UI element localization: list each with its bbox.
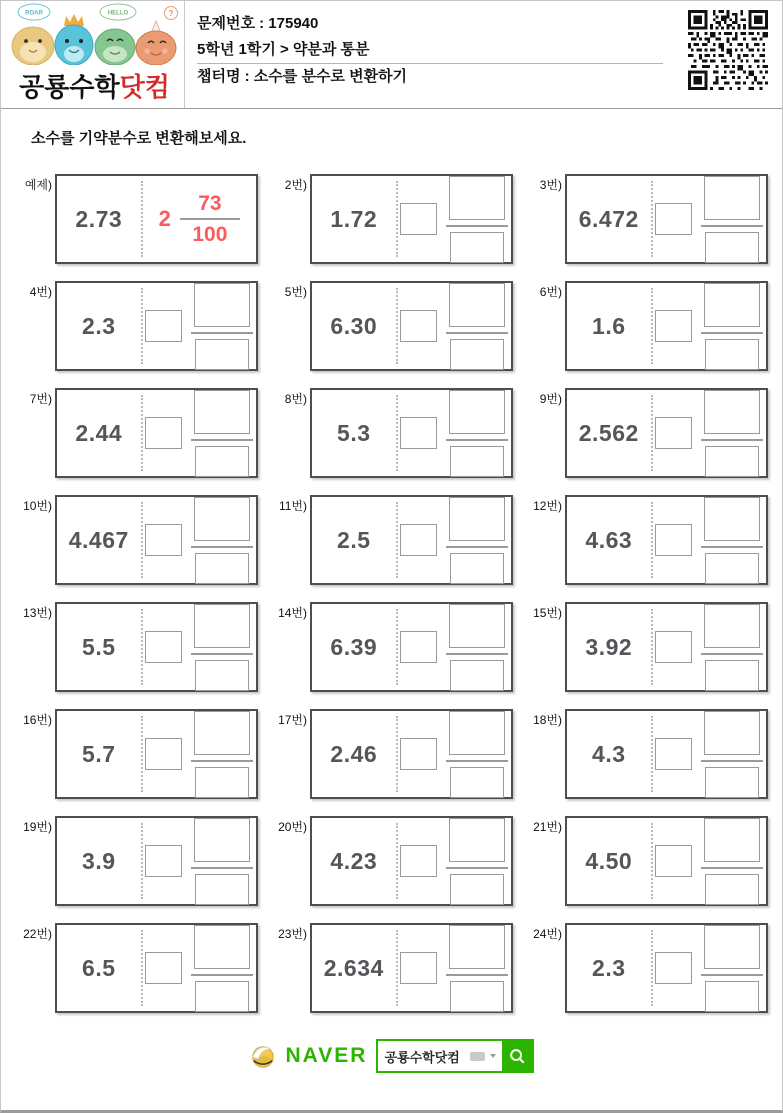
problem-cell bbox=[270, 709, 513, 799]
problem-cell bbox=[525, 281, 768, 371]
problem-box bbox=[310, 602, 513, 692]
whole-number-input[interactable] bbox=[400, 310, 437, 342]
denominator-input[interactable] bbox=[705, 339, 759, 370]
problem-label: 8번) bbox=[284, 392, 307, 406]
denominator-input[interactable] bbox=[195, 339, 249, 370]
problem-cell bbox=[15, 495, 258, 585]
problem-cell bbox=[15, 709, 258, 799]
problem-number: 문제번호 : 175940 bbox=[197, 15, 319, 32]
whole-number-input[interactable] bbox=[655, 952, 692, 984]
problem-cell bbox=[270, 281, 513, 371]
problem-cell bbox=[270, 816, 513, 906]
numerator-input[interactable] bbox=[194, 711, 250, 755]
problem-label: 4번) bbox=[29, 285, 52, 299]
fraction-inputs bbox=[446, 711, 508, 798]
fraction-inputs bbox=[191, 711, 253, 798]
problem-decimal: 2.3 bbox=[82, 312, 116, 339]
problem-box bbox=[55, 816, 258, 906]
problem-cell bbox=[270, 923, 513, 1013]
problem-label: 19번) bbox=[23, 820, 52, 834]
problem-box bbox=[55, 281, 258, 371]
fraction-inputs bbox=[446, 283, 508, 370]
problem-cell bbox=[525, 602, 768, 692]
header bbox=[1, 1, 782, 109]
problem-decimal: 5.3 bbox=[337, 419, 371, 446]
problem-decimal: 2.562 bbox=[578, 419, 639, 446]
problem-cell bbox=[15, 388, 258, 478]
problem-cell bbox=[270, 388, 513, 478]
denominator-input[interactable] bbox=[450, 446, 504, 477]
fraction-inputs bbox=[701, 818, 763, 905]
whole-number-input[interactable] bbox=[655, 631, 692, 663]
fraction-bar bbox=[701, 225, 763, 227]
problem-label: 10번) bbox=[23, 499, 52, 513]
problem-label: 15번) bbox=[533, 606, 562, 620]
problem-decimal: 2.73 bbox=[75, 205, 123, 232]
problem-label: 14번) bbox=[278, 606, 307, 620]
problem-cell bbox=[525, 495, 768, 585]
example-denominator: 100 bbox=[192, 223, 228, 246]
fraction-inputs bbox=[701, 390, 763, 477]
problem-label: 18번) bbox=[533, 713, 562, 727]
problem-decimal: 2.5 bbox=[337, 526, 371, 553]
numerator-input[interactable] bbox=[704, 711, 760, 755]
problem-box bbox=[565, 495, 768, 585]
fraction-bar bbox=[191, 332, 253, 334]
numerator-input[interactable] bbox=[704, 390, 760, 434]
problem-box bbox=[310, 816, 513, 906]
numerator-input[interactable] bbox=[449, 176, 505, 220]
worksheet-info bbox=[197, 11, 663, 90]
fraction-bar bbox=[446, 439, 508, 441]
naver-hat-icon bbox=[249, 1042, 277, 1070]
fraction-bar bbox=[446, 974, 508, 976]
problem-cell bbox=[525, 388, 768, 478]
search-icon bbox=[508, 1047, 526, 1065]
problem-cell bbox=[15, 816, 258, 906]
problem-decimal: 5.5 bbox=[82, 633, 116, 660]
numerator-input[interactable] bbox=[449, 390, 505, 434]
problem-box bbox=[310, 495, 513, 585]
search-button[interactable] bbox=[502, 1041, 532, 1071]
numerator-input[interactable] bbox=[704, 604, 760, 648]
naver-wordmark: NAVER bbox=[285, 1044, 368, 1067]
problem-cell bbox=[270, 602, 513, 692]
problem-cell bbox=[525, 709, 768, 799]
whole-number-input[interactable] bbox=[655, 524, 692, 556]
fraction-bar bbox=[191, 653, 253, 655]
fraction-inputs bbox=[446, 604, 508, 691]
whole-number-input[interactable] bbox=[400, 524, 437, 556]
numerator-input[interactable] bbox=[194, 818, 250, 862]
fraction-inputs bbox=[701, 283, 763, 370]
qr-code bbox=[688, 10, 768, 90]
denominator-input[interactable] bbox=[450, 874, 504, 905]
search-input[interactable] bbox=[378, 1041, 502, 1071]
whole-number-input[interactable] bbox=[400, 845, 437, 877]
numerator-input[interactable] bbox=[194, 390, 250, 434]
denominator-input[interactable] bbox=[705, 767, 759, 798]
fraction-bar bbox=[701, 974, 763, 976]
problem-label: 7번) bbox=[29, 392, 52, 406]
problem-box bbox=[55, 388, 258, 478]
problem-box bbox=[55, 923, 258, 1013]
numerator-input[interactable] bbox=[194, 283, 250, 327]
whole-number-input[interactable] bbox=[400, 738, 437, 770]
denominator-input[interactable] bbox=[705, 446, 759, 477]
whole-number-input[interactable] bbox=[400, 203, 437, 235]
fraction-inputs bbox=[191, 497, 253, 584]
problem-cell bbox=[525, 816, 768, 906]
whole-number-input[interactable] bbox=[145, 952, 182, 984]
problem-decimal: 2.44 bbox=[75, 419, 123, 446]
problem-decimal: 2.634 bbox=[323, 954, 384, 981]
fraction-bar bbox=[446, 546, 508, 548]
example-numerator: 73 bbox=[198, 192, 222, 215]
dinosaur-mascots-icon bbox=[9, 3, 181, 65]
problem-decimal: 1.6 bbox=[592, 312, 626, 339]
problem-decimal: 1.72 bbox=[330, 205, 378, 232]
denominator-input[interactable] bbox=[705, 981, 759, 1012]
problem-box bbox=[565, 602, 768, 692]
denominator-input[interactable] bbox=[450, 981, 504, 1012]
denominator-input[interactable] bbox=[705, 232, 759, 263]
problem-box bbox=[565, 388, 768, 478]
fraction-bar bbox=[701, 332, 763, 334]
keyboard-icon[interactable] bbox=[470, 1052, 485, 1061]
denominator-input[interactable] bbox=[195, 446, 249, 477]
problem-cell bbox=[270, 174, 513, 264]
problem-label: 2번) bbox=[284, 178, 307, 192]
numerator-input[interactable] bbox=[194, 604, 250, 648]
whole-number-input[interactable] bbox=[145, 417, 182, 449]
whole-number-input[interactable] bbox=[400, 417, 437, 449]
bubble-question-text: ? bbox=[168, 9, 173, 18]
logo-text-red: 닷컴 bbox=[119, 72, 170, 102]
search-bar bbox=[376, 1039, 534, 1073]
problem-cell bbox=[270, 495, 513, 585]
problem-label: 23번) bbox=[278, 927, 307, 941]
denominator-input[interactable] bbox=[450, 660, 504, 691]
problem-box bbox=[310, 281, 513, 371]
problem-box bbox=[565, 174, 768, 264]
numerator-input[interactable] bbox=[449, 818, 505, 862]
problem-box bbox=[55, 495, 258, 585]
problem-label: 16번) bbox=[23, 713, 52, 727]
fraction-inputs bbox=[701, 711, 763, 798]
numerator-input[interactable] bbox=[449, 283, 505, 327]
fraction-bar bbox=[446, 225, 508, 227]
whole-number-input[interactable] bbox=[655, 203, 692, 235]
problem-label: 6번) bbox=[539, 285, 562, 299]
problem-decimal: 2.3 bbox=[592, 954, 626, 981]
fraction-inputs bbox=[701, 604, 763, 691]
numerator-input[interactable] bbox=[704, 497, 760, 541]
fraction-inputs bbox=[191, 283, 253, 370]
fraction-bar bbox=[446, 760, 508, 762]
instruction-text: 소수를 기약분수로 변환해보세요. bbox=[31, 130, 247, 147]
whole-number-input[interactable] bbox=[655, 738, 692, 770]
fraction-bar bbox=[191, 974, 253, 976]
denominator-input[interactable] bbox=[705, 874, 759, 905]
fraction-bar bbox=[191, 546, 253, 548]
problem-decimal: 4.3 bbox=[592, 740, 626, 767]
fraction-inputs bbox=[446, 497, 508, 584]
problem-box bbox=[310, 923, 513, 1013]
whole-number-input[interactable] bbox=[655, 310, 692, 342]
footer bbox=[1, 1039, 782, 1073]
example-cell bbox=[15, 174, 258, 264]
problem-box bbox=[565, 281, 768, 371]
problem-label: 20번) bbox=[278, 820, 307, 834]
whole-number-input[interactable] bbox=[655, 417, 692, 449]
fraction-inputs bbox=[446, 390, 508, 477]
numerator-input[interactable] bbox=[194, 497, 250, 541]
fraction-inputs bbox=[701, 176, 763, 263]
problem-decimal: 6.5 bbox=[82, 954, 116, 981]
fraction-inputs bbox=[191, 604, 253, 691]
numerator-input[interactable] bbox=[449, 925, 505, 969]
fraction-bar bbox=[191, 867, 253, 869]
denominator-input[interactable] bbox=[195, 660, 249, 691]
fraction-inputs bbox=[446, 925, 508, 1012]
problem-decimal: 5.7 bbox=[82, 740, 116, 767]
fraction-bar bbox=[701, 439, 763, 441]
problem-box bbox=[565, 923, 768, 1013]
problem-box bbox=[310, 174, 513, 264]
problem-box bbox=[565, 816, 768, 906]
numerator-input[interactable] bbox=[449, 497, 505, 541]
whole-number-input[interactable] bbox=[400, 952, 437, 984]
chapter-title: 챕터명 : 소수를 분수로 변환하기 bbox=[197, 68, 408, 85]
problem-box bbox=[55, 174, 258, 264]
numerator-input[interactable] bbox=[194, 925, 250, 969]
numerator-input[interactable] bbox=[704, 818, 760, 862]
whole-number-input[interactable] bbox=[145, 631, 182, 663]
fraction-inputs bbox=[191, 818, 253, 905]
logo-wordmark bbox=[6, 67, 183, 104]
fraction-bar bbox=[701, 653, 763, 655]
denominator-input[interactable] bbox=[195, 767, 249, 798]
problem-label: 24번) bbox=[533, 927, 562, 941]
problems-grid bbox=[15, 174, 768, 1013]
logo-text-black: 공룡수학 bbox=[19, 72, 120, 102]
numerator-input[interactable] bbox=[704, 283, 760, 327]
whole-number-input[interactable] bbox=[145, 845, 182, 877]
example-fraction bbox=[180, 189, 240, 249]
problem-decimal: 4.63 bbox=[585, 526, 633, 553]
problem-box bbox=[565, 709, 768, 799]
fraction-inputs bbox=[701, 925, 763, 1012]
denominator-input[interactable] bbox=[450, 553, 504, 584]
numerator-input[interactable] bbox=[449, 604, 505, 648]
numerator-input[interactable] bbox=[704, 176, 760, 220]
problem-label: 12번) bbox=[533, 499, 562, 513]
numerator-input[interactable] bbox=[449, 711, 505, 755]
problem-label: 예제) bbox=[24, 178, 52, 192]
problem-cell bbox=[15, 602, 258, 692]
whole-number-input[interactable] bbox=[145, 738, 182, 770]
whole-number-input[interactable] bbox=[145, 310, 182, 342]
numerator-input[interactable] bbox=[704, 925, 760, 969]
problem-box bbox=[55, 709, 258, 799]
header-divider bbox=[184, 1, 185, 108]
fraction-inputs bbox=[701, 497, 763, 584]
whole-number-input[interactable] bbox=[655, 845, 692, 877]
problem-box bbox=[310, 388, 513, 478]
fraction-bar bbox=[701, 760, 763, 762]
denominator-input[interactable] bbox=[705, 553, 759, 584]
denominator-input[interactable] bbox=[705, 660, 759, 691]
problem-box bbox=[310, 709, 513, 799]
problem-cell bbox=[525, 174, 768, 264]
fraction-bar bbox=[446, 332, 508, 334]
problem-label: 3번) bbox=[539, 178, 562, 192]
fraction-bar bbox=[446, 653, 508, 655]
problem-label: 13번) bbox=[23, 606, 52, 620]
fraction-bar bbox=[701, 867, 763, 869]
problem-decimal: 4.467 bbox=[68, 526, 129, 553]
problem-cell bbox=[15, 923, 258, 1013]
whole-number-input[interactable] bbox=[400, 631, 437, 663]
denominator-input[interactable] bbox=[450, 767, 504, 798]
fraction-bar bbox=[446, 867, 508, 869]
problem-decimal: 4.50 bbox=[585, 847, 633, 874]
problem-decimal: 6.39 bbox=[330, 633, 378, 660]
problem-label: 9번) bbox=[539, 392, 562, 406]
problem-label: 21번) bbox=[533, 820, 562, 834]
problem-label: 11번) bbox=[278, 499, 307, 513]
fraction-inputs bbox=[446, 818, 508, 905]
site-logo bbox=[6, 3, 183, 104]
problem-cell bbox=[525, 923, 768, 1013]
problem-cell bbox=[15, 281, 258, 371]
problem-decimal: 3.9 bbox=[82, 847, 116, 874]
problem-label: 17번) bbox=[278, 713, 307, 727]
denominator-input[interactable] bbox=[195, 874, 249, 905]
denominator-input[interactable] bbox=[450, 339, 504, 370]
denominator-input[interactable] bbox=[450, 232, 504, 263]
fraction-inputs bbox=[191, 390, 253, 477]
problem-label: 5번) bbox=[284, 285, 307, 299]
fraction-bar bbox=[701, 546, 763, 548]
fraction-bar bbox=[191, 760, 253, 762]
problem-box bbox=[55, 602, 258, 692]
bubble-hello-text: HELLO bbox=[107, 10, 128, 17]
bubble-roar-text: ROAR bbox=[24, 10, 43, 17]
problem-decimal: 3.92 bbox=[585, 633, 633, 660]
fraction-bar bbox=[191, 439, 253, 441]
problem-decimal: 6.472 bbox=[578, 205, 639, 232]
search-query-text: 공룡수학닷컴 bbox=[384, 1049, 460, 1065]
denominator-input[interactable] bbox=[195, 981, 249, 1012]
example-whole-number: 2 bbox=[158, 206, 171, 231]
dropdown-caret-icon[interactable] bbox=[490, 1054, 496, 1058]
grade-breadcrumb: 5학년 1학기 > 약분과 통분 bbox=[197, 37, 663, 64]
denominator-input[interactable] bbox=[195, 553, 249, 584]
fraction-inputs bbox=[446, 176, 508, 263]
problem-decimal: 6.30 bbox=[330, 312, 378, 339]
problem-decimal: 4.23 bbox=[330, 847, 378, 874]
problem-decimal: 2.46 bbox=[330, 740, 378, 767]
fraction-inputs bbox=[191, 925, 253, 1012]
whole-number-input[interactable] bbox=[145, 524, 182, 556]
problem-label: 22번) bbox=[23, 927, 52, 941]
